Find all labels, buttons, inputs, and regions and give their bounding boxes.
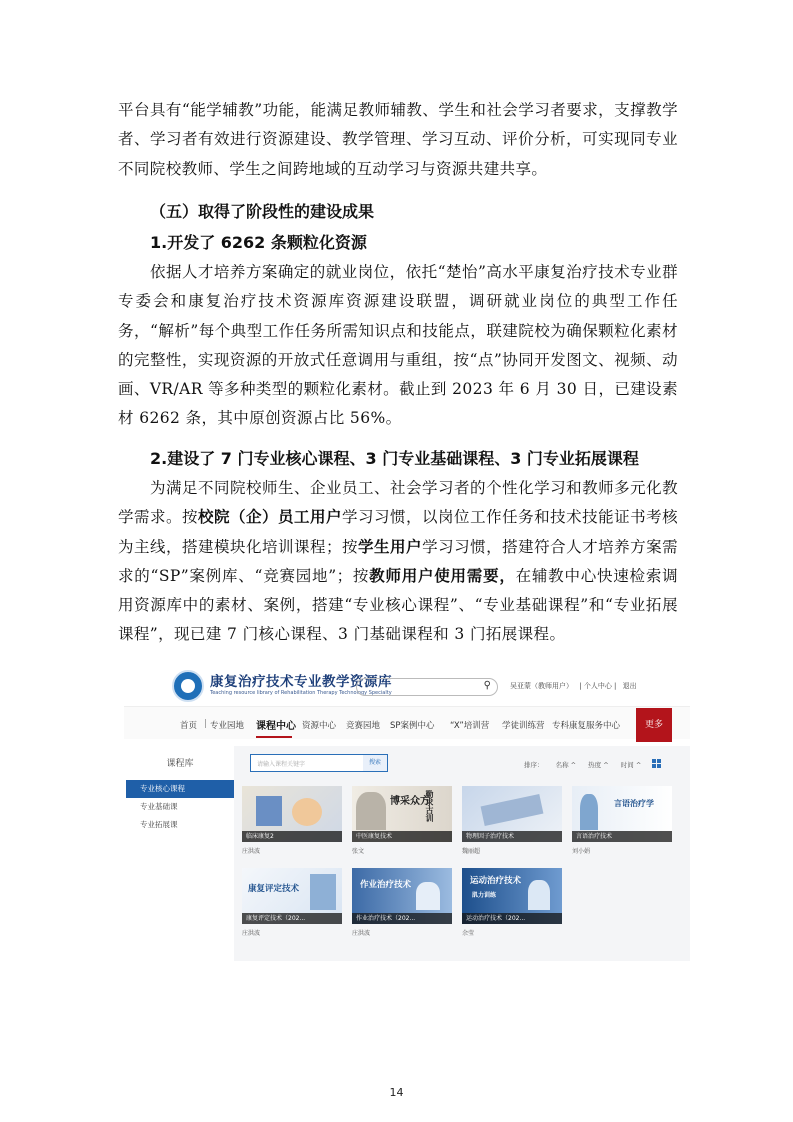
section-heading: （五）取得了阶段性的建设成果 <box>150 202 375 221</box>
sidebar-item-extended[interactable]: 专业拓展课 <box>140 820 178 829</box>
course-search-input[interactable] <box>250 754 388 772</box>
more-button[interactable]: 更多 <box>636 708 672 742</box>
thumbnail-text: 勤求古训 <box>425 790 434 822</box>
user-info <box>510 681 641 691</box>
sort-label: 排序： <box>524 761 544 769</box>
course-title: 作业治疗技术（202... <box>352 913 452 924</box>
paragraph-resources: 依据人才培养方案确定的就业岗位，依托“楚怡”高水平康复治疗技术专业群专委会和康复治疗技术资源库资源建设联盟，调研就业岗位的典型工作任务，“解析”每个典型工作任务所需知识点和技能点，联建院校为确保颗粒化素材的完整性，实现资源的开放式任意调用与重组，按“点”协同开发图文、视频、动画、VR/AR 等多种类型的颗粒化素材。截止到 2023 年 6 月 30 日，已建设素材 6262 条，其中原创资源占比 56%。 <box>118 263 678 428</box>
thumbnail-text: 言语治疗学 <box>614 799 654 808</box>
text-span: 学习习惯，搭建符合人才培养方案需求的“SP”案例库、“竞赛园地”；按 <box>118 537 678 585</box>
course-title: 言语治疗技术 <box>572 831 672 842</box>
personal-center-link[interactable]: | 个人中心 | <box>579 682 617 690</box>
nav-active-indicator <box>256 736 292 738</box>
site-search-input[interactable] <box>356 678 498 696</box>
website-screenshot <box>124 664 690 961</box>
thumbnail-text: 博采众方 <box>390 796 430 807</box>
logout-link[interactable]: 退出 <box>622 682 637 690</box>
nav-home[interactable]: 首页 <box>180 721 198 731</box>
thumbnail-text: 作业治疗技术 <box>360 880 412 890</box>
course-sidebar <box>126 746 235 961</box>
sort-by-popularity[interactable]: 热度 ^ <box>588 761 609 769</box>
course-author: 庄洪波 <box>352 930 371 937</box>
course-search-placeholder: 请输入课程关键字 <box>257 761 306 768</box>
course-title: 运动治疗技术（202... <box>462 913 562 924</box>
thumbnail-text: 运动治疗技术 <box>470 876 522 886</box>
nav-competition[interactable]: 竞赛园地 <box>346 721 381 731</box>
bold-span: 校院（企）员工用户 <box>198 508 343 527</box>
thumbnail-text: 肌力训练 <box>472 892 497 899</box>
course-author: 庄洪波 <box>242 848 261 855</box>
course-author: 刘小娟 <box>572 848 591 855</box>
course-thumbnail[interactable] <box>352 868 452 924</box>
course-author: 庄洪波 <box>242 930 261 937</box>
sort-by-time[interactable]: 时间 ^ <box>620 761 642 769</box>
course-thumbnail[interactable] <box>462 786 562 842</box>
nav-apprentice[interactable]: 学徒训练营 <box>502 721 545 731</box>
nav-sp-cases[interactable]: SP案例中心 <box>390 721 435 731</box>
paragraph-platform: 平台具有“能学辅教”功能，能满足教师辅教、学生和社会学习者要求，支撑教学者、学习者有效进行资源建设、教学管理、学习互动、评价分析，可实现同专业不同院校教师、学生之间跨地域的互动学习与资源共建共享。 <box>118 101 678 178</box>
sidebar-heading: 课程库 <box>166 759 194 769</box>
course-thumbnail[interactable] <box>352 786 452 842</box>
course-title: 临床康复2 <box>242 831 342 842</box>
sidebar-item-core[interactable]: 专业核心课程 <box>126 780 234 798</box>
site-header <box>124 664 690 706</box>
nav-specialty-service[interactable]: 专科康复服务中心 <box>552 721 621 731</box>
text-span: 在辅教中心快速检索调用资源库中的素材、案例，搭建“专业核心课程”、“专业基础课程”和“专业拓展课程”，现已建 7 门核心课程、3 门基础课程和 3 门拓展课程。 <box>118 566 678 644</box>
course-title: 中医康复技术 <box>352 831 452 842</box>
search-icon[interactable]: ⚲ <box>483 680 491 691</box>
main-nav <box>124 706 690 739</box>
site-subtitle: Teaching resource library of Rehabilitation Therapy Technology Specialty <box>210 690 392 696</box>
thumbnail-text: 康复评定技术 <box>248 884 300 894</box>
page-number: 14 <box>389 1086 404 1099</box>
bold-span: 学生用户 <box>358 537 423 556</box>
course-thumbnail[interactable] <box>462 868 562 924</box>
site-title: 康复治疗技术专业教学资源库 <box>210 674 392 690</box>
nav-major[interactable]: 专业园地 <box>210 721 245 731</box>
course-thumbnail[interactable] <box>242 868 342 924</box>
heading-resources: 1.开发了 6262 条颗粒化资源 <box>150 233 367 252</box>
sort-bar <box>524 760 651 769</box>
course-thumbnail[interactable] <box>242 786 342 842</box>
nav-resources[interactable]: 资源中心 <box>302 721 337 731</box>
course-title: 康复评定技术（202... <box>242 913 342 924</box>
course-list <box>234 746 690 961</box>
course-search-button[interactable]: 搜索 <box>363 755 387 771</box>
text-span: 学习习惯，以岗位工作任务和技术技能证书考核为主线，搭建模块化培训课程；按 <box>118 508 678 556</box>
paragraph-courses <box>118 474 678 650</box>
sort-by-name[interactable]: 名称 ^ <box>555 761 577 769</box>
logo-icon <box>172 670 204 702</box>
course-author: 余莹 <box>462 930 475 937</box>
nav-separator: | <box>204 719 207 729</box>
course-title: 物理因子治疗技术 <box>462 831 562 842</box>
nav-courses[interactable]: 课程中心 <box>256 721 296 732</box>
course-author: 张文 <box>352 848 365 855</box>
user-name: 吴亚蒙（教师用户） <box>510 682 573 690</box>
course-author: 魏丽超 <box>462 848 481 855</box>
nav-x-training[interactable]: “X”培训营 <box>450 721 490 731</box>
bold-span: 教师用户使用需要， <box>369 566 516 585</box>
sidebar-item-basic[interactable]: 专业基础课 <box>140 802 178 811</box>
grid-view-icon[interactable] <box>652 759 661 768</box>
course-thumbnail[interactable] <box>572 786 672 842</box>
text-span: 为满足不同院校师生、企业员工、社会学习者的个性化学习和教师多元化教学需求。按 <box>118 479 678 527</box>
heading-courses: 2.建设了 7 门专业核心课程、3 门专业基础课程、3 门专业拓展课程 <box>150 449 639 468</box>
